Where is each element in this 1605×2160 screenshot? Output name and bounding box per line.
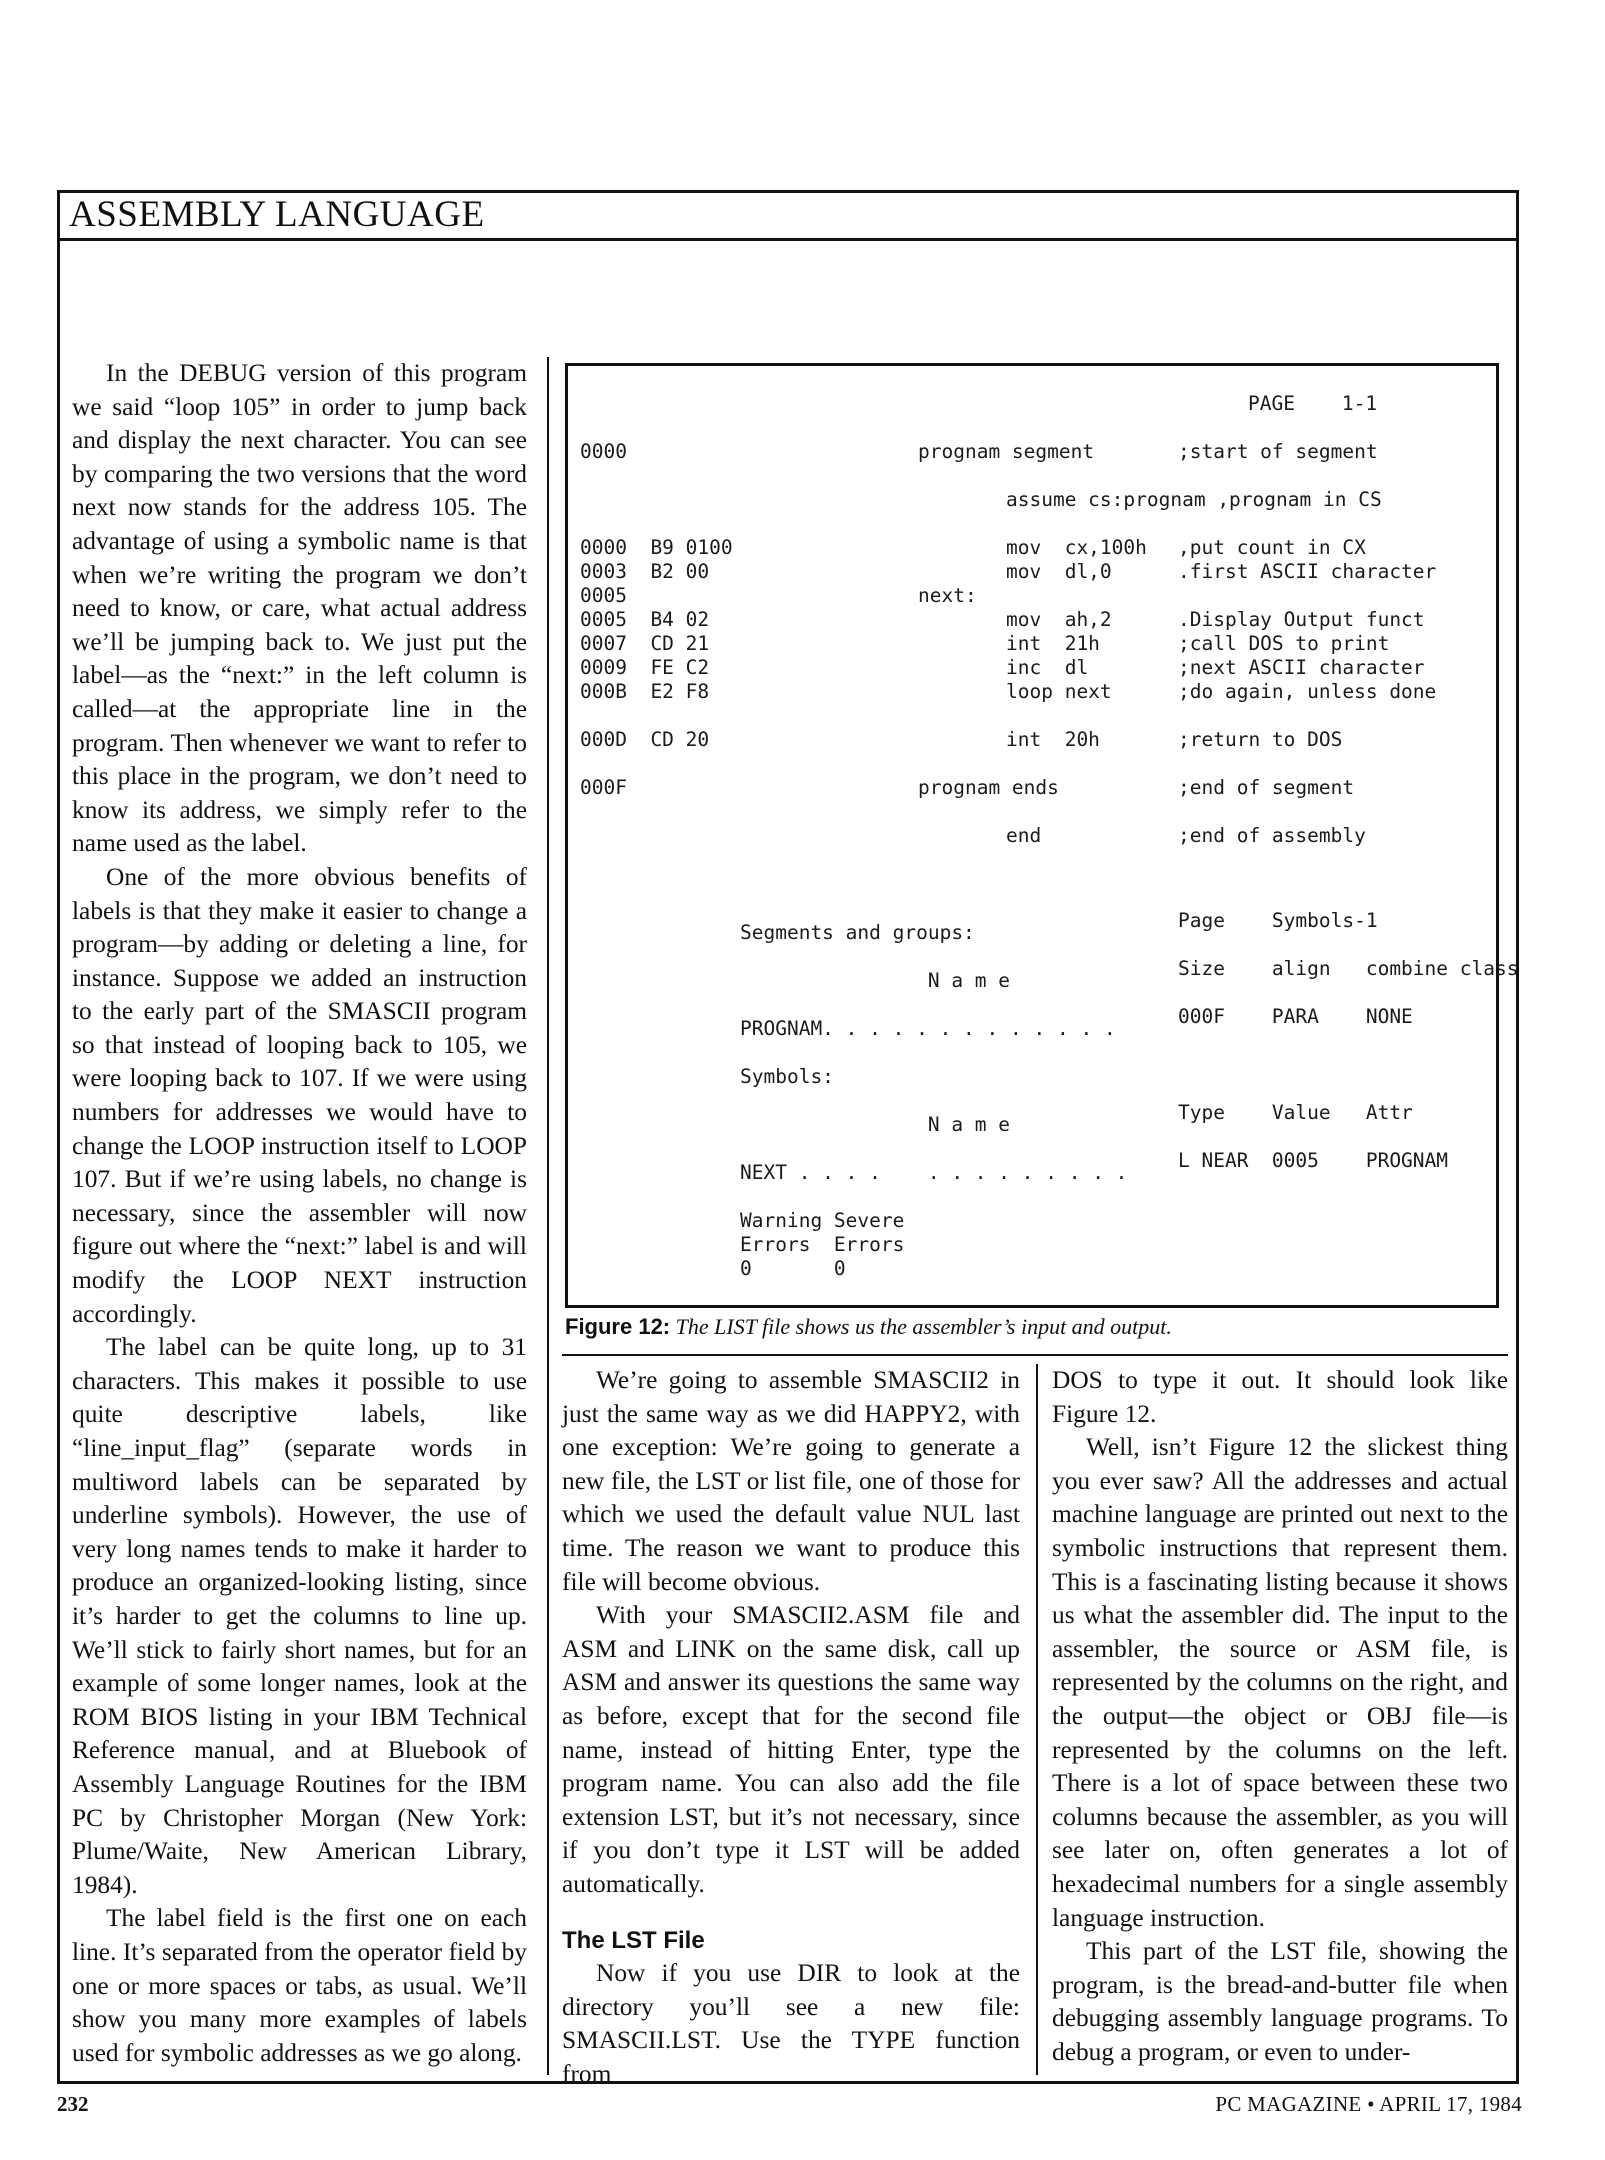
figure-caption: [565, 1312, 1499, 1342]
listing-address-column: 0000 0000 B9 0100 0003 B2 00 0005 0005 B4 02 0007 CD 21 0009 FE C2 000B E2 F8 000D CD 20 000F: [580, 440, 733, 799]
page-number: 232: [57, 2092, 89, 2116]
figure-12-listing: [565, 363, 1519, 1308]
right-column: [1052, 1364, 1508, 2069]
listing-page-header: PAGE 1-1: [1248, 392, 1378, 415]
paragraph: The label field is the first one on each line. It’s separated from the operator field by one or more spaces or tabs, as usual. We’ll show you many more examples of labels used for symbolic addresses as we go along.: [72, 1904, 527, 2067]
listing-operator-column: assume cs:prognam ,prognam in CS mov cx,100h mov dl,0 mov ah,2 int 21h inc dl loop next int 20h end: [1006, 488, 1382, 847]
middle-column: [562, 1364, 1020, 2091]
section-header: ASSEMBLY LANGUAGE: [57, 190, 1519, 241]
column-divider: [547, 357, 549, 2075]
listing-comment-column: ;start of segment ,put count in CX .first ASCII character .Display Output funct ;call DOS to print ;next ASCII character ;do again, unless done ;return to DOS ;end of segment ;end of assembly: [1178, 440, 1437, 847]
symbols-table-left: Segments and groups: N a m e PROGNAM. . . . . . . . . . . . . Symbols: N a m e NEXT . . . . . . . . . . . . . Warning Severe Errors Errors 0 0: [740, 921, 1128, 1280]
paragraph: This part of the LST file, showing the program, is the bread-and-butter file when debugging assembly language programs. To debug a program, or even to under-: [1052, 1937, 1508, 2066]
paragraph: DOS to type it out. It should look like Figure 12.: [1052, 1366, 1508, 1428]
paragraph: One of the more obvious benefits of labels is that they make it easier to change a program—by adding or deleting a line, for instance. Suppose we added an instruction to the early part of the SMASCII program so that instead of looping back to 105, we were looping back to 107. If we were using numbers for addresses we would have to change the LOOP instruction itself to LOOP 107. But if we’re using labels, no change is necessary, since the assembler will now figure out where the “next:” label is and will modify the LOOP NEXT instruction accordingly.: [72, 862, 527, 1328]
paragraph: With your SMASCII2.ASM file and ASM and LINK on the same disk, call up ASM and answer its questions the same way as before, except that for the second file name, instead of hitting Enter, type the program name. You can also add the file extension LST, but it’s not necessary, since if you don’t type it LST will be added automatically.: [562, 1601, 1020, 1898]
figure-divider: [562, 1354, 1508, 1356]
column-divider: [1036, 1364, 1038, 2075]
symbols-table-right: Page Symbols-1 Size align combine class 000F PARA NONE Type Value Attr L NEAR 0005 PROGNAM: [1178, 909, 1519, 1172]
magazine-footer: PC MAGAZINE • APRIL 17, 1984: [1215, 2092, 1522, 2116]
paragraph: Well, isn’t Figure 12 the slickest thing you ever saw? All the addresses and actual machine language are printed out next to the symbolic instructions that represent them. This is a fascinating listing because it shows us what the assembler did. The input to the assembler, the source or ASM file, is represented by the columns on the right, and the output—the object or OBJ file—is represented by the columns on the left. There is a lot of space between these two columns because the assembler, as you will see later on, often generates a lot of hexadecimal numbers for a single assembly language instruction.: [1052, 1433, 1508, 1932]
paragraph: In the DEBUG version of this program we said “loop 105” in order to jump back and display the next character. You can see by comparing the two versions that the word next now stands for the address 105. The advantage of using a symbolic name is that when we’re writing the program we don’t need to know, or care, what actual address we’ll be jumping back to. We just put the label—as the “next:” in the left column is called—at the appropriate line in the program. Then whenever we want to refer to this place in the program, we don’t need to know its address, we simply refer to the name used as the label.: [72, 359, 527, 858]
left-column: [72, 357, 527, 2070]
paragraph: The label can be quite long, up to 31 characters. This makes it possible to use quite descriptive labels, like “line_input_flag” (separate words in multiword labels can be separated by underline symbols). However, the use of very long names tends to make it harder to produce an organized-looking listing, since it’s harder to get the columns to line up. We’ll stick to fairly short names, but for an example of some longer names, look at the ROM BIOS listing in your IBM Technical Reference manual, and at Bluebook of Assembly Language Routines for the IBM PC by Christopher Morgan (New York: Plume/Waite, New American Library, 1984).: [72, 1333, 527, 1899]
paragraph: Now if you use DIR to look at the directory you’ll see a new file: SMASCII.LST. Use the TYPE function from: [562, 1959, 1020, 2088]
caption-label: Figure 12:: [565, 1314, 671, 1339]
listing-label-column: prognam segment next: prognam ends: [918, 440, 1095, 799]
caption-text: The LIST file shows us the assembler’s input and output.: [675, 1314, 1172, 1339]
paragraph: We’re going to assemble SMASCII2 in just the same way as we did HAPPY2, with one exception: We’re going to generate a new file, the LST or list file, one of those for which we used the default value NUL last time. The reason we want to produce this file will become obvious.: [562, 1366, 1020, 1596]
subheading: The LST File: [562, 1926, 705, 1954]
